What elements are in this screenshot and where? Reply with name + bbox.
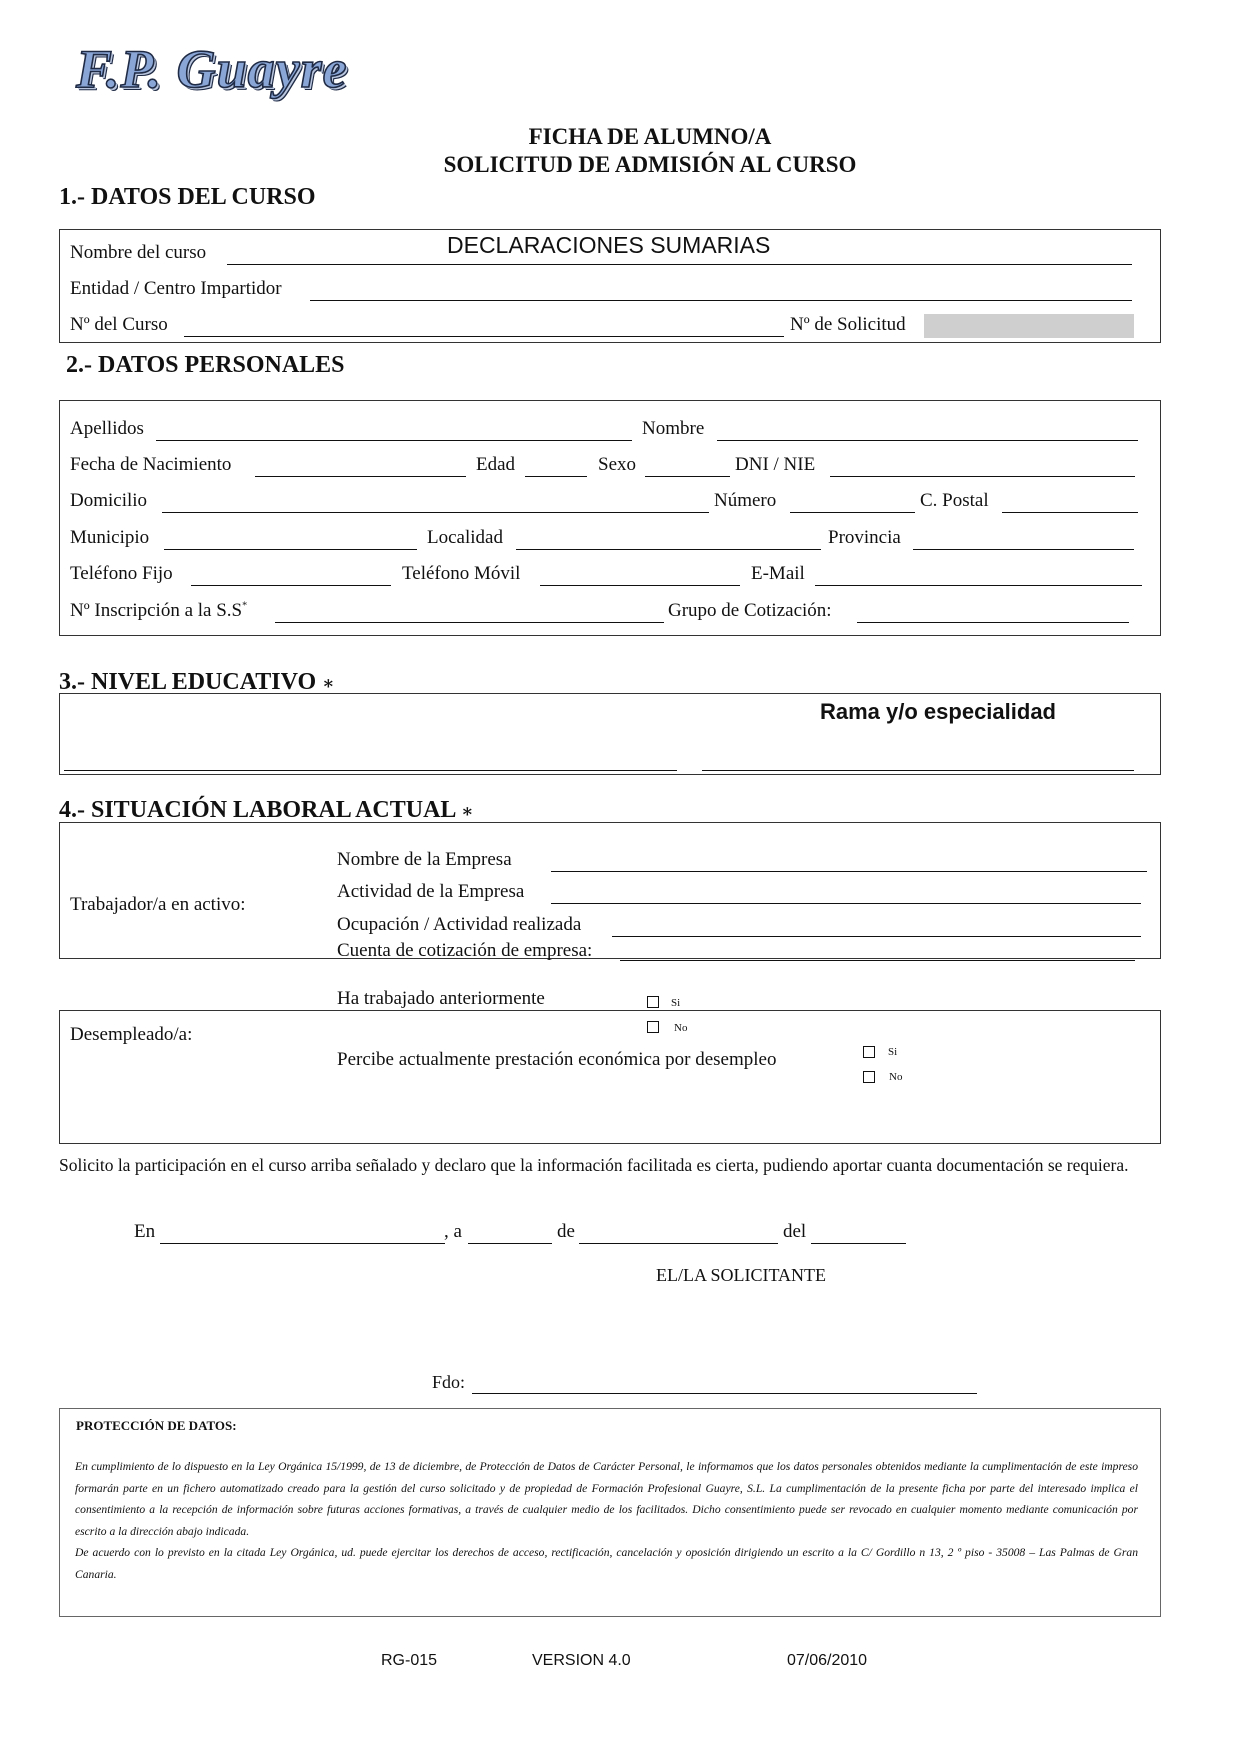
place-label: En <box>134 1221 156 1242</box>
postal-code-label: C. Postal <box>920 490 989 511</box>
section1-heading: 1.- DATOS DEL CURSO <box>59 184 316 210</box>
section4-heading: 4.- SITUACIÓN LABORAL ACTUAL ∗ <box>59 797 474 823</box>
street-number-label: Número <box>714 490 777 511</box>
occupation-label: Ocupación / Actividad realizada <box>337 914 582 935</box>
unemployed-box <box>59 1010 1161 1144</box>
declaration-text: Solicito la participación en el curso arriba señalado y declaro que la información facilitada es cierta, pudiendo aportar cuanta documentación se requiera. <box>59 1155 1129 1175</box>
worked-before-yes-checkbox[interactable] <box>647 996 659 1008</box>
locality-label: Localidad <box>427 527 503 548</box>
email-field[interactable] <box>815 585 1142 586</box>
locality-field[interactable] <box>516 549 821 550</box>
form-subtitle: SOLICITUD DE ADMISIÓN AL CURSO <box>443 152 857 177</box>
data-protection-heading: PROTECCIÓN DE DATOS: <box>76 1418 237 1433</box>
form-date: 07/06/2010 <box>787 1652 868 1669</box>
education-level-field[interactable] <box>64 770 677 771</box>
data-protection-paragraph-2: De acuerdo con lo previsto en la citada Ley Orgánica, ud. puede ejercitar los derechos de acceso, rectificación, cancelación y oposición dirigiendo un escrito a la C/ Gordillo n 13, 2 º piso - 35008 – Las Palmas de Gran Canaria. <box>75 1546 1138 1581</box>
benefit-yes-label: Si <box>888 1046 898 1058</box>
company-name-field[interactable] <box>551 871 1147 872</box>
company-name-label: Nombre de la Empresa <box>337 849 512 870</box>
day-field[interactable] <box>468 1243 552 1244</box>
contribution-account-field[interactable] <box>620 960 1135 961</box>
landline-label: Teléfono Fijo <box>70 563 173 584</box>
address-field[interactable] <box>162 512 709 513</box>
dni-field[interactable] <box>830 476 1135 477</box>
entity-label: Entidad / Centro Impartidor <box>70 278 282 299</box>
landline-field[interactable] <box>191 585 391 586</box>
year-label: del <box>783 1221 807 1242</box>
benefit-label: Percibe actualmente prestación económica por desempleo <box>337 1049 777 1070</box>
course-name-label: Nombre del curso <box>70 242 207 263</box>
course-number-label: Nº del Curso <box>70 314 168 335</box>
course-number-field[interactable] <box>184 336 784 337</box>
course-name-value: DECLARACIONES SUMARIAS <box>447 232 771 258</box>
course-name-field[interactable] <box>227 264 1132 265</box>
age-label: Edad <box>476 454 516 475</box>
ss-number-label: Nº Inscripción a la S.S* <box>70 600 248 621</box>
benefit-yes-checkbox[interactable] <box>863 1046 875 1058</box>
specialty-field[interactable] <box>702 770 1134 771</box>
worked-before-label: Ha trabajado anteriormente <box>337 988 545 1009</box>
municipality-field[interactable] <box>164 549 417 550</box>
year-field[interactable] <box>811 1243 906 1244</box>
age-field[interactable] <box>525 476 587 477</box>
ss-number-field[interactable] <box>275 622 664 623</box>
province-label: Provincia <box>828 527 901 548</box>
signature-label: Fdo: <box>432 1372 466 1392</box>
worked-before-yes-label: Si <box>671 997 681 1009</box>
birthdate-label: Fecha de Nacimiento <box>70 454 232 475</box>
municipality-label: Municipio <box>70 527 150 548</box>
province-field[interactable] <box>913 549 1134 550</box>
section3-heading: 3.- NIVEL EDUCATIVO ∗ <box>59 669 335 695</box>
request-number-label: Nº de Solicitud <box>790 314 906 335</box>
nombre-field[interactable] <box>717 440 1138 441</box>
form-title: FICHA DE ALUMNO/A <box>528 124 772 149</box>
employed-box <box>59 822 1161 959</box>
address-label: Domicilio <box>70 490 148 511</box>
worked-before-no-label: No <box>674 1022 688 1034</box>
company-activity-label: Actividad de la Empresa <box>337 881 525 902</box>
email-label: E-Mail <box>751 563 805 584</box>
month-field[interactable] <box>579 1243 778 1244</box>
nombre-label: Nombre <box>642 418 705 439</box>
apellidos-field[interactable] <box>156 440 632 441</box>
contribution-account-label: Cuenta de cotización de empresa: <box>337 940 593 961</box>
worked-before-no-checkbox[interactable] <box>647 1021 659 1033</box>
section2-heading: 2.- DATOS PERSONALES <box>66 352 345 378</box>
mobile-field[interactable] <box>540 585 740 586</box>
unemployed-label: Desempleado/a: <box>70 1024 193 1045</box>
mobile-label: Teléfono Móvil <box>402 563 521 584</box>
employed-label: Trabajador/a en activo: <box>70 894 246 915</box>
benefit-no-label: No <box>889 1071 903 1083</box>
month-label: de <box>557 1221 575 1242</box>
company-logo: F.P. Guayre <box>76 39 348 99</box>
street-number-field[interactable] <box>790 512 915 513</box>
request-number-field <box>924 314 1134 338</box>
form-code: RG-015 <box>381 1652 438 1669</box>
contribution-group-label: Grupo de Cotización: <box>668 600 832 621</box>
form-version: VERSION 4.0 <box>532 1652 631 1669</box>
birthdate-field[interactable] <box>255 476 466 477</box>
day-label: , a <box>444 1221 462 1242</box>
occupation-field[interactable] <box>612 936 1141 937</box>
benefit-no-checkbox[interactable] <box>863 1071 875 1083</box>
applicant-label: EL/LA SOLICITANTE <box>656 1265 827 1285</box>
apellidos-label: Apellidos <box>70 418 144 439</box>
contribution-group-field[interactable] <box>857 622 1129 623</box>
sex-label: Sexo <box>598 454 636 475</box>
postal-code-field[interactable] <box>1002 512 1138 513</box>
place-field[interactable] <box>160 1243 445 1244</box>
specialty-label: Rama y/o especialidad <box>820 699 1056 724</box>
signature-field[interactable] <box>472 1393 977 1394</box>
dni-label: DNI / NIE <box>735 454 816 475</box>
company-activity-field[interactable] <box>551 903 1141 904</box>
sex-field[interactable] <box>645 476 730 477</box>
data-protection-paragraph-1: En cumplimiento de lo dispuesto en la Ley Orgánica 15/1999, de 13 de diciembre, de Protección de Datos de Carácter Personal, le informamos que los datos personales obtenidos mediante la cumplimentación de este impreso formarán parte en un fichero automatizado creado para la gestión del curso solicitado y de propiedad de Formación Profesional Guayre, S.L. La cumplimentación de la presente ficha por parte del interesado implica el consentimiento a la recepción de información sobre futuras acciones formativas, a través de cualquier medio de los facilitados. Dicho consentimiento puede ser revocado en cualquier momento mediante comunicación por escrito a la dirección abajo indicada. <box>75 1460 1138 1538</box>
entity-field[interactable] <box>310 300 1132 301</box>
